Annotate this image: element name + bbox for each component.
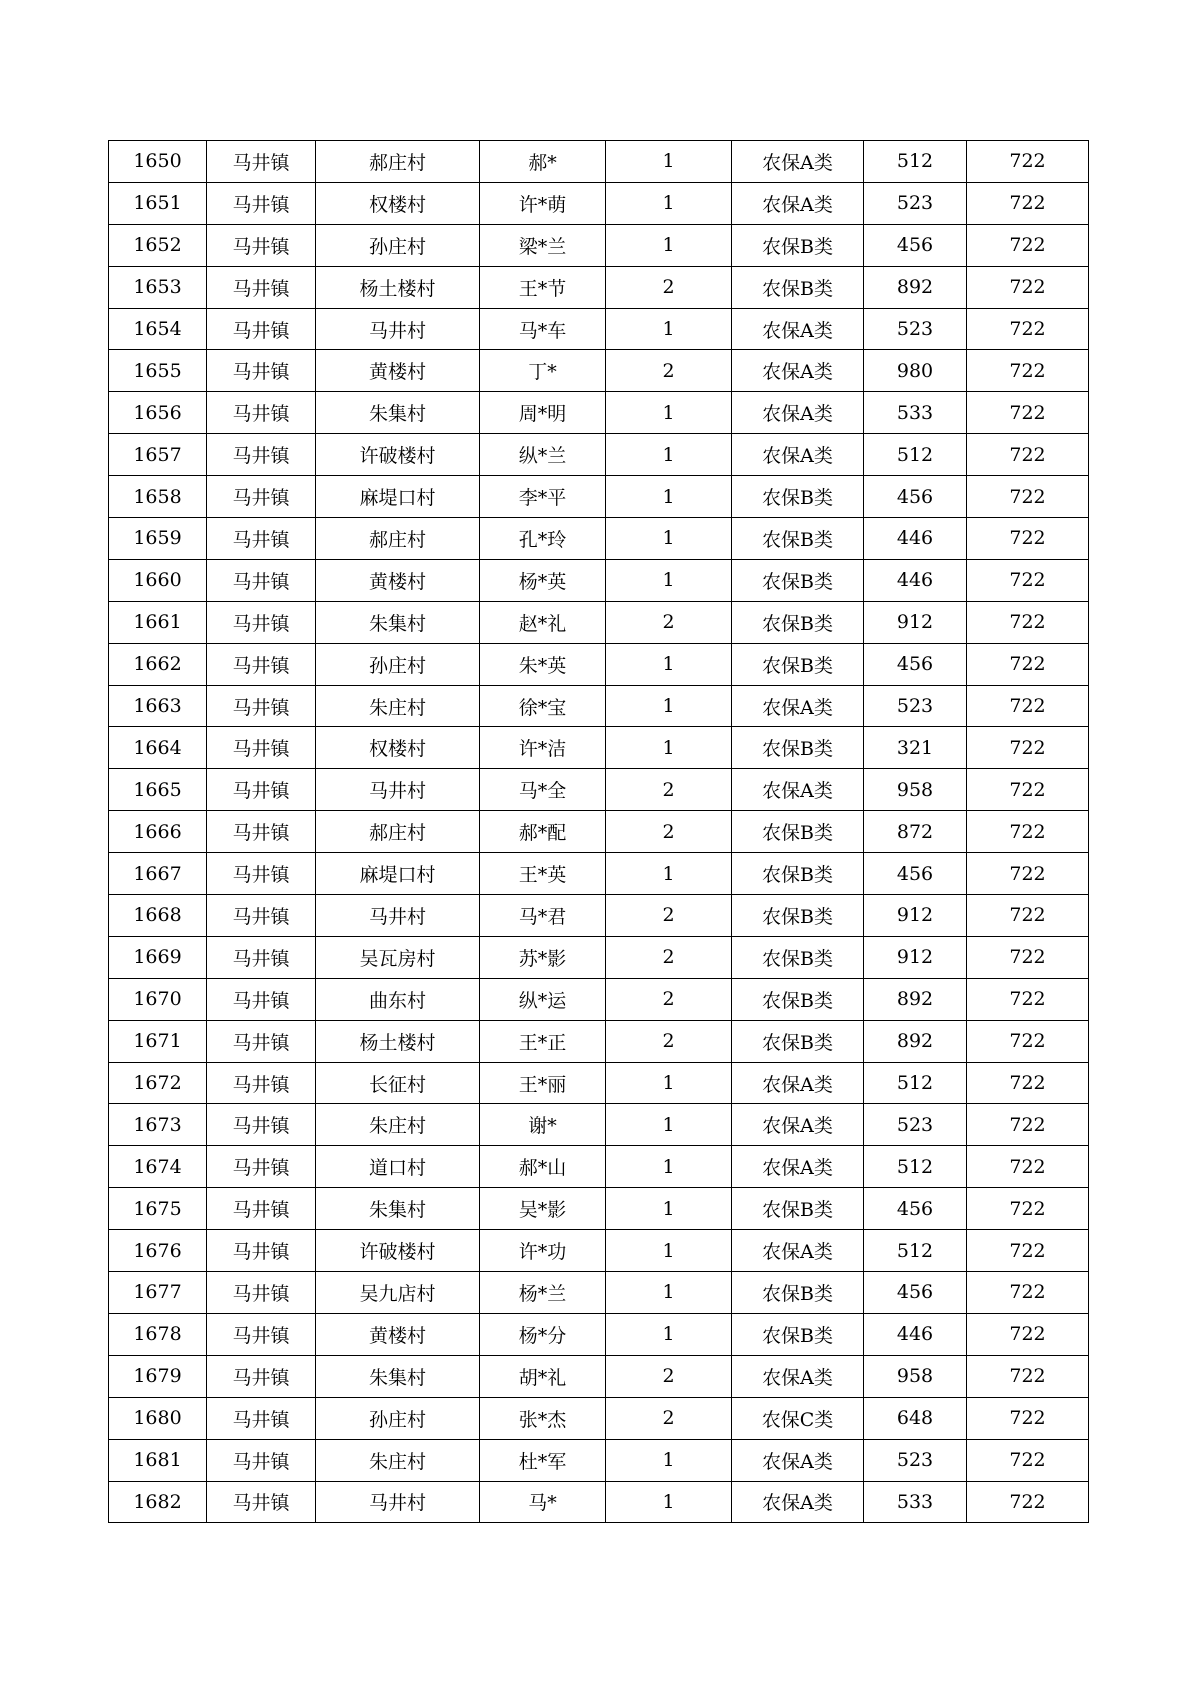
- category-cell: 农保A类: [732, 1062, 864, 1104]
- table-row: [109, 685, 1089, 727]
- amount-cell: 980: [864, 350, 967, 392]
- village-cell: 朱庄村: [316, 1104, 480, 1146]
- category-cell: 农保B类: [732, 1020, 864, 1062]
- household-count-cell: 2: [606, 1355, 732, 1397]
- town-cell: 马井镇: [207, 559, 316, 601]
- household-count-cell: 1: [606, 1104, 732, 1146]
- table-row: [109, 769, 1089, 811]
- category-cell: 农保A类: [732, 1355, 864, 1397]
- household-count-cell: 1: [606, 476, 732, 518]
- village-cell: 杨土楼村: [316, 1020, 480, 1062]
- amount-cell: 892: [864, 978, 967, 1020]
- serial-number-cell: 1682: [109, 1481, 207, 1523]
- name-cell: 马*全: [480, 769, 606, 811]
- category-cell: 农保B类: [732, 1272, 864, 1314]
- serial-number-cell: 1668: [109, 895, 207, 937]
- serial-number-cell: 1656: [109, 392, 207, 434]
- household-count-cell: 1: [606, 1230, 732, 1272]
- serial-number-cell: 1655: [109, 350, 207, 392]
- amount-cell: 912: [864, 895, 967, 937]
- village-cell: 朱集村: [316, 392, 480, 434]
- town-cell: 马井镇: [207, 601, 316, 643]
- standard-cell: 722: [967, 601, 1089, 643]
- table-row: [109, 266, 1089, 308]
- standard-cell: 722: [967, 1272, 1089, 1314]
- household-count-cell: 1: [606, 434, 732, 476]
- village-cell: 孙庄村: [316, 1397, 480, 1439]
- name-cell: 许*功: [480, 1230, 606, 1272]
- household-count-cell: 1: [606, 392, 732, 434]
- serial-number-cell: 1660: [109, 559, 207, 601]
- serial-number-cell: 1665: [109, 769, 207, 811]
- serial-number-cell: 1679: [109, 1355, 207, 1397]
- household-count-cell: 2: [606, 601, 732, 643]
- town-cell: 马井镇: [207, 182, 316, 224]
- household-count-cell: 1: [606, 559, 732, 601]
- town-cell: 马井镇: [207, 727, 316, 769]
- household-count-cell: 1: [606, 1481, 732, 1523]
- household-count-cell: 1: [606, 182, 732, 224]
- household-count-cell: 2: [606, 811, 732, 853]
- household-count-cell: 2: [606, 350, 732, 392]
- household-count-cell: 2: [606, 936, 732, 978]
- standard-cell: 722: [967, 853, 1089, 895]
- name-cell: 王*丽: [480, 1062, 606, 1104]
- standard-cell: 722: [967, 434, 1089, 476]
- table-row: [109, 936, 1089, 978]
- village-cell: 麻堤口村: [316, 853, 480, 895]
- household-count-cell: 2: [606, 978, 732, 1020]
- category-cell: 农保B类: [732, 895, 864, 937]
- category-cell: 农保B类: [732, 936, 864, 978]
- name-cell: 苏*影: [480, 936, 606, 978]
- town-cell: 马井镇: [207, 476, 316, 518]
- category-cell: 农保B类: [732, 476, 864, 518]
- household-count-cell: 2: [606, 1020, 732, 1062]
- standard-cell: 722: [967, 936, 1089, 978]
- name-cell: 王*节: [480, 266, 606, 308]
- household-count-cell: 1: [606, 1439, 732, 1481]
- standard-cell: 722: [967, 392, 1089, 434]
- standard-cell: 722: [967, 1146, 1089, 1188]
- serial-number-cell: 1672: [109, 1062, 207, 1104]
- amount-cell: 321: [864, 727, 967, 769]
- category-cell: 农保C类: [732, 1397, 864, 1439]
- name-cell: 李*平: [480, 476, 606, 518]
- village-cell: 麻堤口村: [316, 476, 480, 518]
- town-cell: 马井镇: [207, 1104, 316, 1146]
- amount-cell: 912: [864, 601, 967, 643]
- standard-cell: 722: [967, 1481, 1089, 1523]
- town-cell: 马井镇: [207, 518, 316, 560]
- table-body: [109, 141, 1089, 1523]
- standard-cell: 722: [967, 1313, 1089, 1355]
- amount-cell: 523: [864, 182, 967, 224]
- village-cell: 道口村: [316, 1146, 480, 1188]
- serial-number-cell: 1650: [109, 141, 207, 183]
- table-row: [109, 1397, 1089, 1439]
- town-cell: 马井镇: [207, 1397, 316, 1439]
- serial-number-cell: 1681: [109, 1439, 207, 1481]
- beneficiary-table: [108, 140, 1089, 1523]
- name-cell: 许*洁: [480, 727, 606, 769]
- village-cell: 杨土楼村: [316, 266, 480, 308]
- standard-cell: 722: [967, 769, 1089, 811]
- household-count-cell: 1: [606, 308, 732, 350]
- village-cell: 黄楼村: [316, 1313, 480, 1355]
- name-cell: 许*萌: [480, 182, 606, 224]
- name-cell: 吴*影: [480, 1188, 606, 1230]
- category-cell: 农保A类: [732, 1146, 864, 1188]
- amount-cell: 523: [864, 685, 967, 727]
- town-cell: 马井镇: [207, 1355, 316, 1397]
- category-cell: 农保B类: [732, 811, 864, 853]
- table-row: [109, 601, 1089, 643]
- amount-cell: 523: [864, 1104, 967, 1146]
- village-cell: 马井村: [316, 308, 480, 350]
- household-count-cell: 2: [606, 266, 732, 308]
- village-cell: 郝庄村: [316, 518, 480, 560]
- household-count-cell: 2: [606, 769, 732, 811]
- town-cell: 马井镇: [207, 1272, 316, 1314]
- table-row: [109, 1481, 1089, 1523]
- serial-number-cell: 1653: [109, 266, 207, 308]
- amount-cell: 872: [864, 811, 967, 853]
- category-cell: 农保A类: [732, 308, 864, 350]
- name-cell: 丁*: [480, 350, 606, 392]
- serial-number-cell: 1673: [109, 1104, 207, 1146]
- serial-number-cell: 1667: [109, 853, 207, 895]
- village-cell: 朱集村: [316, 1188, 480, 1230]
- name-cell: 杨*分: [480, 1313, 606, 1355]
- category-cell: 农保B类: [732, 853, 864, 895]
- village-cell: 孙庄村: [316, 643, 480, 685]
- amount-cell: 456: [864, 853, 967, 895]
- table-row: [109, 895, 1089, 937]
- category-cell: 农保B类: [732, 224, 864, 266]
- standard-cell: 722: [967, 1104, 1089, 1146]
- table-row: [109, 350, 1089, 392]
- village-cell: 黄楼村: [316, 350, 480, 392]
- amount-cell: 446: [864, 559, 967, 601]
- name-cell: 周*明: [480, 392, 606, 434]
- category-cell: 农保A类: [732, 769, 864, 811]
- category-cell: 农保B类: [732, 643, 864, 685]
- amount-cell: 523: [864, 308, 967, 350]
- village-cell: 吴九店村: [316, 1272, 480, 1314]
- village-cell: 郝庄村: [316, 141, 480, 183]
- serial-number-cell: 1676: [109, 1230, 207, 1272]
- standard-cell: 722: [967, 727, 1089, 769]
- table-row: [109, 1188, 1089, 1230]
- serial-number-cell: 1680: [109, 1397, 207, 1439]
- table-row: [109, 853, 1089, 895]
- name-cell: 杜*军: [480, 1439, 606, 1481]
- village-cell: 权楼村: [316, 727, 480, 769]
- name-cell: 杨*英: [480, 559, 606, 601]
- amount-cell: 512: [864, 434, 967, 476]
- serial-number-cell: 1669: [109, 936, 207, 978]
- standard-cell: 722: [967, 1355, 1089, 1397]
- table-row: [109, 559, 1089, 601]
- serial-number-cell: 1674: [109, 1146, 207, 1188]
- category-cell: 农保B类: [732, 1188, 864, 1230]
- category-cell: 农保A类: [732, 141, 864, 183]
- amount-cell: 446: [864, 518, 967, 560]
- category-cell: 农保A类: [732, 392, 864, 434]
- amount-cell: 456: [864, 1188, 967, 1230]
- serial-number-cell: 1657: [109, 434, 207, 476]
- name-cell: 纵*兰: [480, 434, 606, 476]
- village-cell: 吴瓦房村: [316, 936, 480, 978]
- name-cell: 胡*礼: [480, 1355, 606, 1397]
- serial-number-cell: 1678: [109, 1313, 207, 1355]
- town-cell: 马井镇: [207, 895, 316, 937]
- serial-number-cell: 1664: [109, 727, 207, 769]
- town-cell: 马井镇: [207, 350, 316, 392]
- serial-number-cell: 1671: [109, 1020, 207, 1062]
- town-cell: 马井镇: [207, 769, 316, 811]
- town-cell: 马井镇: [207, 685, 316, 727]
- table-row: [109, 1146, 1089, 1188]
- table-row: [109, 182, 1089, 224]
- amount-cell: 892: [864, 1020, 967, 1062]
- standard-cell: 722: [967, 811, 1089, 853]
- town-cell: 马井镇: [207, 1020, 316, 1062]
- category-cell: 农保B类: [732, 1313, 864, 1355]
- town-cell: 马井镇: [207, 1230, 316, 1272]
- village-cell: 曲东村: [316, 978, 480, 1020]
- category-cell: 农保A类: [732, 1481, 864, 1523]
- amount-cell: 523: [864, 1439, 967, 1481]
- table-row: [109, 224, 1089, 266]
- name-cell: 朱*英: [480, 643, 606, 685]
- household-count-cell: 1: [606, 685, 732, 727]
- serial-number-cell: 1658: [109, 476, 207, 518]
- household-count-cell: 1: [606, 224, 732, 266]
- name-cell: 马*君: [480, 895, 606, 937]
- household-count-cell: 1: [606, 1272, 732, 1314]
- category-cell: 农保A类: [732, 1230, 864, 1272]
- category-cell: 农保B类: [732, 727, 864, 769]
- amount-cell: 456: [864, 1272, 967, 1314]
- category-cell: 农保B类: [732, 978, 864, 1020]
- amount-cell: 512: [864, 1062, 967, 1104]
- village-cell: 孙庄村: [316, 224, 480, 266]
- town-cell: 马井镇: [207, 1062, 316, 1104]
- town-cell: 马井镇: [207, 643, 316, 685]
- town-cell: 马井镇: [207, 853, 316, 895]
- name-cell: 郝*山: [480, 1146, 606, 1188]
- name-cell: 赵*礼: [480, 601, 606, 643]
- household-count-cell: 1: [606, 643, 732, 685]
- category-cell: 农保B类: [732, 518, 864, 560]
- name-cell: 郝*配: [480, 811, 606, 853]
- category-cell: 农保A类: [732, 434, 864, 476]
- serial-number-cell: 1663: [109, 685, 207, 727]
- town-cell: 马井镇: [207, 1146, 316, 1188]
- serial-number-cell: 1670: [109, 978, 207, 1020]
- standard-cell: 722: [967, 643, 1089, 685]
- village-cell: 黄楼村: [316, 559, 480, 601]
- village-cell: 朱集村: [316, 601, 480, 643]
- table-row: [109, 1104, 1089, 1146]
- town-cell: 马井镇: [207, 308, 316, 350]
- name-cell: 孔*玲: [480, 518, 606, 560]
- household-count-cell: 1: [606, 1062, 732, 1104]
- standard-cell: 722: [967, 685, 1089, 727]
- town-cell: 马井镇: [207, 266, 316, 308]
- amount-cell: 512: [864, 141, 967, 183]
- amount-cell: 958: [864, 769, 967, 811]
- serial-number-cell: 1661: [109, 601, 207, 643]
- household-count-cell: 2: [606, 1397, 732, 1439]
- household-count-cell: 2: [606, 895, 732, 937]
- amount-cell: 533: [864, 1481, 967, 1523]
- name-cell: 王*英: [480, 853, 606, 895]
- town-cell: 马井镇: [207, 434, 316, 476]
- standard-cell: 722: [967, 141, 1089, 183]
- village-cell: 郝庄村: [316, 811, 480, 853]
- town-cell: 马井镇: [207, 811, 316, 853]
- town-cell: 马井镇: [207, 978, 316, 1020]
- name-cell: 马*车: [480, 308, 606, 350]
- table-row: [109, 1062, 1089, 1104]
- category-cell: 农保B类: [732, 601, 864, 643]
- category-cell: 农保A类: [732, 685, 864, 727]
- standard-cell: 722: [967, 1439, 1089, 1481]
- serial-number-cell: 1654: [109, 308, 207, 350]
- table-row: [109, 1230, 1089, 1272]
- serial-number-cell: 1666: [109, 811, 207, 853]
- standard-cell: 722: [967, 1397, 1089, 1439]
- table-row: [109, 1313, 1089, 1355]
- household-count-cell: 1: [606, 727, 732, 769]
- serial-number-cell: 1652: [109, 224, 207, 266]
- household-count-cell: 1: [606, 518, 732, 560]
- amount-cell: 912: [864, 936, 967, 978]
- village-cell: 马井村: [316, 769, 480, 811]
- table-row: [109, 308, 1089, 350]
- standard-cell: 722: [967, 1020, 1089, 1062]
- village-cell: 朱庄村: [316, 1439, 480, 1481]
- name-cell: 谢*: [480, 1104, 606, 1146]
- town-cell: 马井镇: [207, 1481, 316, 1523]
- town-cell: 马井镇: [207, 224, 316, 266]
- category-cell: 农保B类: [732, 266, 864, 308]
- standard-cell: 722: [967, 182, 1089, 224]
- category-cell: 农保A类: [732, 350, 864, 392]
- name-cell: 梁*兰: [480, 224, 606, 266]
- amount-cell: 648: [864, 1397, 967, 1439]
- standard-cell: 722: [967, 266, 1089, 308]
- name-cell: 王*正: [480, 1020, 606, 1062]
- amount-cell: 456: [864, 643, 967, 685]
- name-cell: 徐*宝: [480, 685, 606, 727]
- table-row: [109, 978, 1089, 1020]
- table-row: [109, 518, 1089, 560]
- household-count-cell: 1: [606, 1188, 732, 1230]
- table-row: [109, 1020, 1089, 1062]
- village-cell: 权楼村: [316, 182, 480, 224]
- category-cell: 农保B类: [732, 559, 864, 601]
- amount-cell: 892: [864, 266, 967, 308]
- table-row: [109, 643, 1089, 685]
- town-cell: 马井镇: [207, 1188, 316, 1230]
- serial-number-cell: 1662: [109, 643, 207, 685]
- amount-cell: 533: [864, 392, 967, 434]
- serial-number-cell: 1677: [109, 1272, 207, 1314]
- category-cell: 农保A类: [732, 1439, 864, 1481]
- table-row: [109, 141, 1089, 183]
- household-count-cell: 1: [606, 141, 732, 183]
- name-cell: 杨*兰: [480, 1272, 606, 1314]
- standard-cell: 722: [967, 1188, 1089, 1230]
- table-row: [109, 1355, 1089, 1397]
- amount-cell: 446: [864, 1313, 967, 1355]
- standard-cell: 722: [967, 1230, 1089, 1272]
- village-cell: 许破楼村: [316, 434, 480, 476]
- standard-cell: 722: [967, 224, 1089, 266]
- table-row: [109, 476, 1089, 518]
- amount-cell: 958: [864, 1355, 967, 1397]
- amount-cell: 512: [864, 1146, 967, 1188]
- town-cell: 马井镇: [207, 141, 316, 183]
- town-cell: 马井镇: [207, 936, 316, 978]
- table-row: [109, 1439, 1089, 1481]
- household-count-cell: 1: [606, 1146, 732, 1188]
- village-cell: 朱庄村: [316, 685, 480, 727]
- town-cell: 马井镇: [207, 392, 316, 434]
- category-cell: 农保A类: [732, 1104, 864, 1146]
- standard-cell: 722: [967, 978, 1089, 1020]
- standard-cell: 722: [967, 895, 1089, 937]
- town-cell: 马井镇: [207, 1313, 316, 1355]
- amount-cell: 456: [864, 224, 967, 266]
- serial-number-cell: 1675: [109, 1188, 207, 1230]
- name-cell: 张*杰: [480, 1397, 606, 1439]
- table-row: [109, 434, 1089, 476]
- amount-cell: 512: [864, 1230, 967, 1272]
- table-row: [109, 1272, 1089, 1314]
- village-cell: 马井村: [316, 1481, 480, 1523]
- table-row: [109, 811, 1089, 853]
- name-cell: 纵*运: [480, 978, 606, 1020]
- household-count-cell: 1: [606, 1313, 732, 1355]
- table-row: [109, 727, 1089, 769]
- standard-cell: 722: [967, 476, 1089, 518]
- standard-cell: 722: [967, 518, 1089, 560]
- town-cell: 马井镇: [207, 1439, 316, 1481]
- village-cell: 朱集村: [316, 1355, 480, 1397]
- name-cell: 马*: [480, 1481, 606, 1523]
- standard-cell: 722: [967, 308, 1089, 350]
- village-cell: 许破楼村: [316, 1230, 480, 1272]
- category-cell: 农保A类: [732, 182, 864, 224]
- serial-number-cell: 1659: [109, 518, 207, 560]
- name-cell: 郝*: [480, 141, 606, 183]
- amount-cell: 456: [864, 476, 967, 518]
- village-cell: 长征村: [316, 1062, 480, 1104]
- standard-cell: 722: [967, 559, 1089, 601]
- village-cell: 马井村: [316, 895, 480, 937]
- household-count-cell: 1: [606, 853, 732, 895]
- standard-cell: 722: [967, 350, 1089, 392]
- standard-cell: 722: [967, 1062, 1089, 1104]
- serial-number-cell: 1651: [109, 182, 207, 224]
- table-row: [109, 392, 1089, 434]
